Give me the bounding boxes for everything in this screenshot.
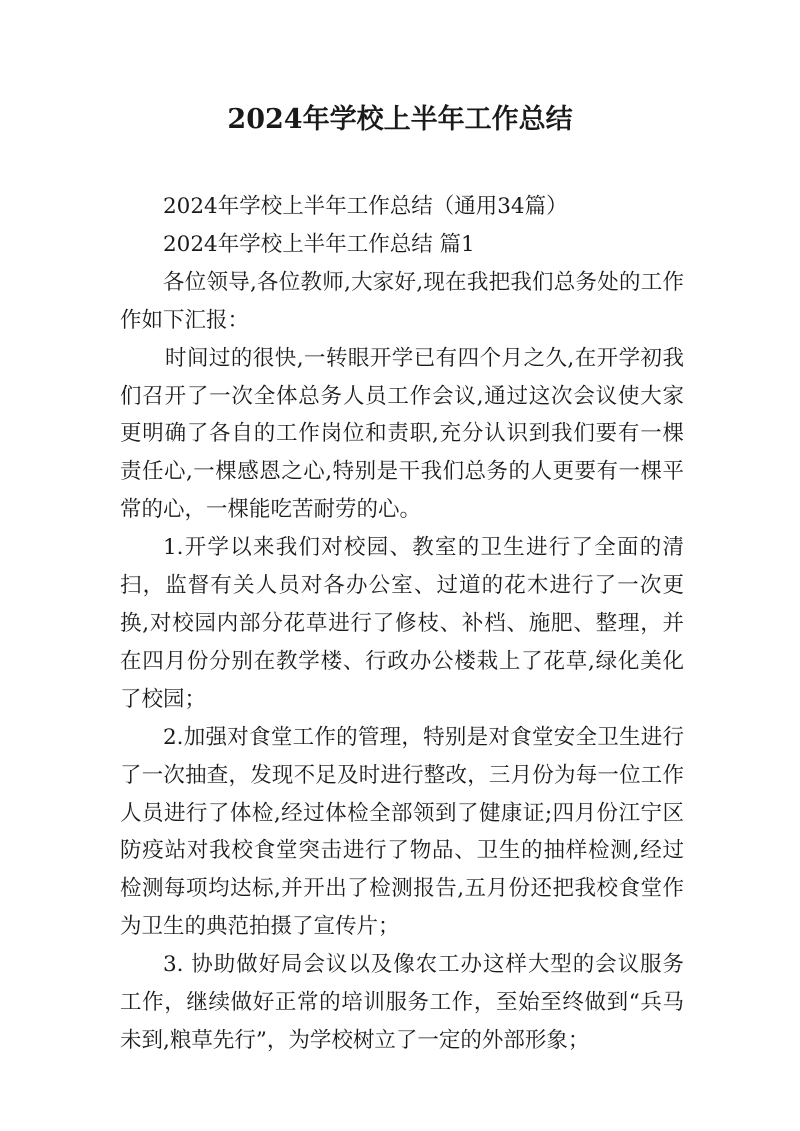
- paragraph-item-3: 3. 协助做好局会议以及像农工办这样大型的会议服务工作，继续做好正常的培训服务工作，至始至终做到“兵马未到,粮草先行”，为学校树立了一定的外部形象；: [120, 952, 684, 1053]
- paragraph-intro: 时间过的很快,一转眼开学已有四个月之久,在开学初我们召开了一次全体总务人员工作会议,通过这次会议使大家更明确了各自的工作岗位和责职,充分认识到我们要有一棵责任心,一棵感恩之心,特别是干我们总务的人更要有一棵平常的心，一棵能吃苦耐劳的心。: [120, 345, 684, 523]
- document-body: [120, 188, 684, 1060]
- paragraph-item-1: 1.开学以来我们对校园、教室的卫生进行了全面的清扫，监督有关人员对各办公室、过道的花木进行了一次更换,对校园内部分花草进行了修枝、补档、施肥、整理，并在四月份分别在教学楼、行政办公楼栽上了花草,绿化美化了校园；: [120, 535, 684, 712]
- paragraph-subtitle: 2024年学校上半年工作总结（通用34篇）: [163, 194, 568, 219]
- paragraph-section-heading: 2024年学校上半年工作总结 篇1: [163, 231, 475, 257]
- paragraph-item-2: 2.加强对食堂工作的管理，特别是对食堂安全卫生进行了一次抽查，发现不足及时进行整改，三月份为每一位工作人员进行了体检,经过体检全部领到了健康证;四月份江宁区防疫站对我校食堂突击进行了物品、卫生的抽样检测,经过检测每项均达标,并开出了检测报告,五月份还把我校食堂作为卫生的典范拍摄了宣传片；: [120, 724, 684, 940]
- paragraph-greeting: 各位领导,各位教师,大家好,现在我把我们总务处的工作作如下汇报：: [120, 269, 684, 333]
- document-title: 2024年学校上半年工作总结: [227, 104, 573, 135]
